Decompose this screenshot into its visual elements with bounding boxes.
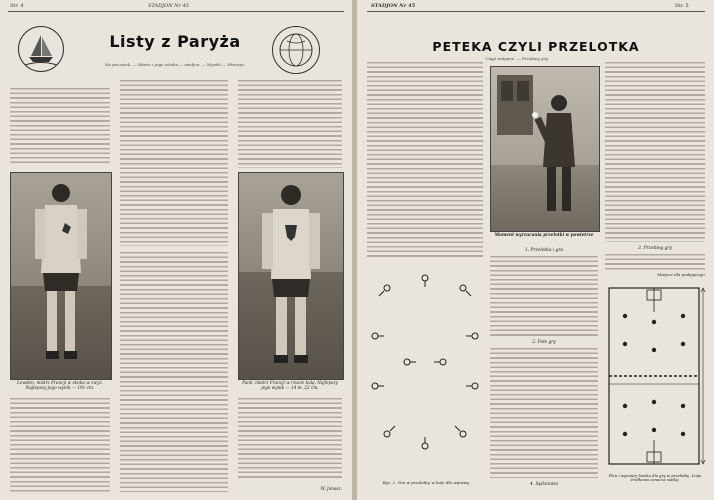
photo-lewden-caption: Lewden, mistrz Francji w skoku w zwyż. Najlepszy jego wynik — 191 cm. bbox=[17, 380, 103, 390]
section-heading-2: 2. Pole gry bbox=[532, 340, 556, 345]
left-article-subtitle: Na początek. — Mistrz i jego sztuka — stadjon. — Wyniki — Historja. bbox=[104, 62, 246, 67]
text-column-3-bottom bbox=[238, 398, 342, 480]
right-header-rule bbox=[367, 11, 705, 12]
circle-diagram-caption: Rys. 2. Gra w przelotkę w kole dla wprawy bbox=[382, 480, 470, 485]
left-article-title: Listy z Paryża bbox=[109, 32, 241, 51]
right-text-column-1-top bbox=[367, 62, 483, 260]
text-column-3-top bbox=[238, 80, 342, 168]
photo-przelotka-caption: Moment wyrzucania przelotki w powietrze bbox=[494, 232, 594, 237]
right-text-column-3-top bbox=[605, 62, 705, 242]
court-plan-diagram bbox=[603, 282, 707, 472]
right-article-title: PETEKA CZYLI PRZELOTKA bbox=[432, 39, 640, 54]
section-heading-4: 4. Sędziowie bbox=[529, 482, 559, 487]
photo-lewden bbox=[10, 172, 112, 380]
left-page-number: Str. 4 bbox=[10, 3, 24, 9]
right-text-column-3-mid bbox=[605, 254, 705, 270]
right-running-head: STADJON Nr 45 bbox=[371, 3, 416, 9]
left-running-head: STADJON Nr 45 bbox=[148, 3, 189, 9]
circle-play-diagram bbox=[367, 266, 485, 478]
text-column-2 bbox=[120, 80, 228, 246]
section-heading-1: 1. Przelotka i gra bbox=[524, 248, 564, 253]
left-signature: W. Jonasz. bbox=[320, 486, 342, 491]
section-heading-3: 3. Przebieg gry bbox=[638, 246, 672, 251]
right-text-column-2-a bbox=[490, 256, 598, 336]
server-position-label: Miejsce dla podającego bbox=[657, 272, 705, 277]
right-article-subtitle: Ciągi wstępne. — Przebieg gry. bbox=[485, 56, 549, 61]
photo-paoli-caption: Paoli, mistrz Francji w rzucie kulą. Najlepszy jego wynik — 14 m. 22 cm. bbox=[242, 380, 338, 390]
court-plan-caption: Plan i wymiary boiska dla gry w przelotkę. Linja środkowa oznacza siatkę. bbox=[608, 473, 702, 483]
left-page bbox=[0, 0, 352, 500]
text-column-1-top bbox=[10, 88, 110, 166]
left-header-rule bbox=[8, 11, 344, 12]
photo-przelotka-player bbox=[490, 66, 600, 232]
photo-paoli bbox=[238, 172, 344, 380]
text-column-1-bottom bbox=[10, 398, 110, 492]
text-column-2-bottom bbox=[120, 252, 228, 492]
sailboat-emblem-icon bbox=[18, 26, 64, 72]
right-text-column-2-b bbox=[490, 348, 598, 478]
right-page bbox=[357, 0, 714, 500]
right-page-number: Str. 5 bbox=[675, 3, 689, 9]
